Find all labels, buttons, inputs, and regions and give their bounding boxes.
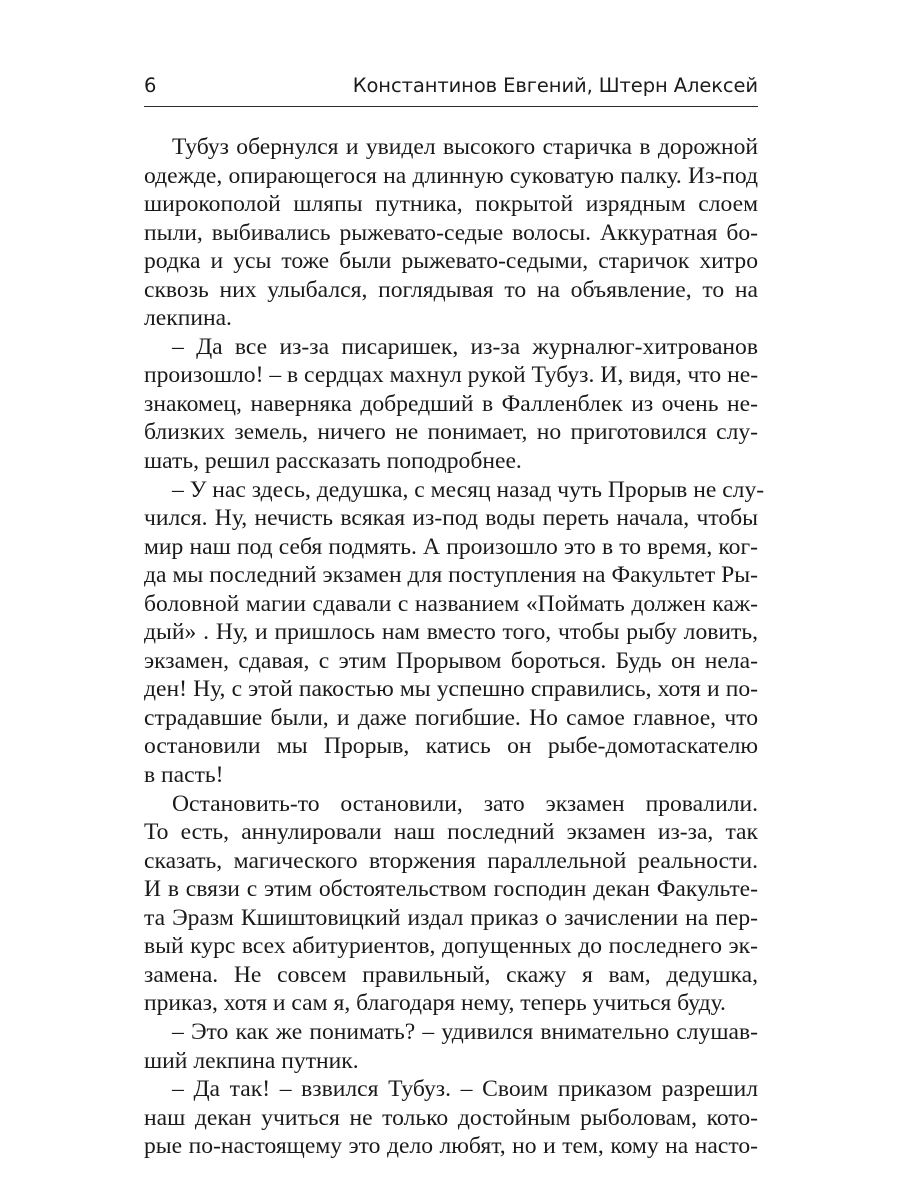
text-line: та Эразм Кшиштовицкий издал приказ о зачислении на пер-: [144, 904, 758, 931]
text-line: произошло! – в сердцах махнул рукой Тубуз. И, видя, что не-: [144, 362, 759, 389]
text-line: приказ, хотя и сам я, благодаря нему, теперь учиться буду.: [144, 990, 726, 1017]
text-line: Остановить-то остановили, зато экзамен провалили.: [172, 790, 758, 817]
text-line: чился. Ну, нечисть всякая из-под воды переть начала, чтобы: [144, 505, 758, 532]
text-line: – Да так! – взвился Тубуз. – Своим приказом разрешил: [172, 1076, 758, 1103]
body-text: [144, 133, 765, 1161]
text-line: рые по-настоящему это дело любят, но и тем, кому на насто-: [144, 1133, 758, 1160]
running-title: Константинов Евгений, Штерн Алексей: [352, 74, 758, 97]
text-line: – У нас здесь, дедушка, с месяц назад чуть Прорыв не слу-: [172, 476, 765, 503]
text-line: Тубуз обернулся и увидел высокого старичка в дорожной: [172, 134, 758, 160]
text-line: шать, решил рассказать поподробнее.: [144, 448, 522, 475]
header-rule: [144, 106, 758, 107]
text-line: родка и усы тоже были рыжевато-седыми, старичок хитро: [144, 248, 758, 275]
text-line: да мы последний экзамен для поступления на Факультет Ры-: [144, 562, 758, 589]
text-line: широкополой шляпы путника, покрытой изрядным слоем: [144, 191, 758, 218]
text-line: – Это как же понимать? – удивился внимательно слушав-: [172, 1018, 758, 1045]
text-line: То есть, аннулировали наш последний экзамен из-за, так: [144, 819, 758, 846]
text-line: замена. Не совсем правильный, скажу я вам, дедушка,: [144, 961, 758, 988]
text-line: сквозь них улыбался, поглядывая то на объявление, то на: [144, 276, 758, 303]
page-number: 6: [144, 74, 157, 97]
running-head: [144, 74, 758, 104]
text-line: ден! Ну, с этой пакостью мы успешно справились, хотя и по-: [144, 676, 758, 703]
text-line: экзамен, сдавая, с этим Прорывом бороться. Будь он нела-: [144, 647, 758, 674]
text-line: ший лекпина путник.: [144, 1047, 359, 1074]
text-line: пыли, выбивались рыжевато-седые волосы. Аккуратная бо-: [144, 219, 758, 246]
text-line: знакомец, наверняка добредший в Фалленблек из очень не-: [144, 390, 758, 417]
text-line: – Да все из-за писаришек, из-за журналюг-хитрованов: [172, 333, 758, 360]
text-line: в пасть!: [144, 762, 224, 789]
text-line: сказать, магического вторжения параллельной реальности.: [144, 847, 758, 874]
text-line: одежде, опирающегося на длинную суковатую палку. Из-под: [144, 162, 758, 189]
text-line: И в связи с этим обстоятельством господин декан Факульте-: [144, 876, 758, 903]
text-line: боловной магии сдавали с названием «Поймать должен каж-: [144, 590, 758, 617]
text-line: лекпина.: [144, 305, 232, 332]
text-line: остановили мы Прорыв, катись он рыбе-домотаскателю: [144, 733, 758, 760]
text-line: мир наш под себя подмять. А произошло это в то время, ког-: [144, 533, 758, 560]
text-line: страдавшие были, и даже погибшие. Но самое главное, что: [144, 704, 758, 731]
text-line: вый курс всех абитуриентов, допущенных до последнего эк-: [144, 933, 758, 960]
text-line: близких земель, ничего не понимает, но приготовился слу-: [144, 419, 758, 446]
text-line: дый» . Ну, и пришлось нам вместо того, чтобы рыбу ловить,: [144, 619, 758, 646]
text-line: наш декан учиться не только достойным рыболовам, кото-: [144, 1104, 758, 1131]
